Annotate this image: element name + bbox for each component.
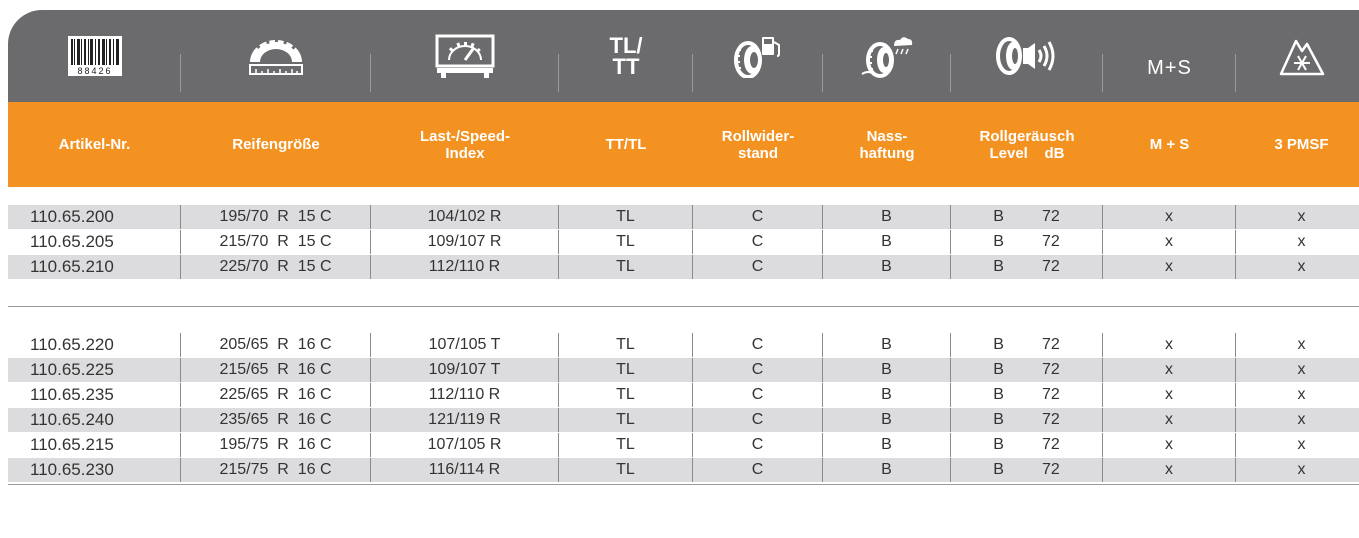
- cell-ms: x: [1103, 383, 1236, 407]
- cell-ms: x: [1103, 205, 1236, 229]
- col-label-artikel: Artikel-Nr.: [58, 136, 131, 153]
- cell-artikel: 110.65.235: [8, 383, 181, 407]
- cell-rollgeraeusch: [951, 333, 1103, 357]
- cell-level: B: [993, 436, 1004, 453]
- cell-artikel: 110.65.220: [8, 333, 181, 357]
- cell-rollgeraeusch: [951, 255, 1103, 279]
- tire-size-icon: [244, 36, 308, 76]
- cell-rollgeraeusch: [951, 408, 1103, 432]
- icon-cell-rolling: [693, 10, 823, 102]
- cell-nasshaftung: B: [823, 230, 951, 254]
- cell-index: 112/110 R: [371, 255, 559, 279]
- icon-cell-pmsf: [1236, 10, 1359, 102]
- cell-index: 104/102 R: [371, 205, 559, 229]
- table-row: [8, 383, 1359, 408]
- cell-nasshaftung: B: [823, 383, 951, 407]
- cell-level: B: [993, 336, 1004, 353]
- table-row: [8, 333, 1359, 358]
- cell-level: B: [993, 386, 1004, 403]
- cell-ttl: TL: [559, 255, 693, 279]
- cell-size: 195/75 R 16 C: [181, 433, 371, 457]
- icon-cell-index: [371, 10, 559, 102]
- cell-rollwiderstand: C: [693, 358, 823, 382]
- snowflake-mountain-icon: [1278, 35, 1326, 77]
- cell-db: 72: [1041, 361, 1060, 378]
- cell-artikel: 110.65.210: [8, 255, 181, 279]
- cell-level: B: [993, 208, 1004, 225]
- col-label-rollgeraeusch: Rollgeräusch Level dB: [979, 127, 1075, 162]
- cell-pmsf: x: [1297, 258, 1306, 275]
- col-label-ms: M + S: [1149, 136, 1190, 153]
- load-scale-icon: [435, 34, 495, 78]
- cell-rollgeraeusch: [951, 458, 1103, 482]
- cell-ms: x: [1103, 358, 1236, 382]
- cell-index: 109/107 R: [371, 230, 559, 254]
- cell-rollwiderstand: C: [693, 255, 823, 279]
- cell-index: 107/105 T: [371, 333, 559, 357]
- cell-index: 109/107 T: [371, 358, 559, 382]
- cell-rollwiderstand: C: [693, 408, 823, 432]
- cell-size: 205/65 R 16 C: [181, 333, 371, 357]
- cell-db: 72: [1041, 461, 1060, 478]
- table-group-1: [8, 205, 1359, 280]
- table-group-2: [8, 333, 1359, 483]
- cell-rollgeraeusch: [951, 433, 1103, 457]
- cell-ttl: TL: [559, 358, 693, 382]
- cell-size: 215/70 R 15 C: [181, 230, 371, 254]
- cell-ms: x: [1103, 408, 1236, 432]
- table-row: [8, 205, 1359, 230]
- icon-header: [8, 10, 1359, 102]
- cell-rollwiderstand: C: [693, 205, 823, 229]
- cell-pmsf: x: [1297, 411, 1306, 428]
- cell-size: 215/65 R 16 C: [181, 358, 371, 382]
- cell-artikel: 110.65.240: [8, 408, 181, 432]
- icon-cell-ttl: [559, 10, 693, 102]
- cell-ms: x: [1103, 255, 1236, 279]
- wet-grip-icon: [860, 34, 914, 78]
- col-label-index: Last-/Speed- Index: [419, 127, 510, 162]
- cell-artikel: 110.65.200: [8, 205, 181, 229]
- barcode-icon: [68, 36, 122, 76]
- cell-nasshaftung: B: [823, 255, 951, 279]
- table-row: [8, 358, 1359, 383]
- cell-size: 235/65 R 16 C: [181, 408, 371, 432]
- cell-rollwiderstand: C: [693, 433, 823, 457]
- icon-cell-noise: [951, 10, 1103, 102]
- cell-ttl: TL: [559, 458, 693, 482]
- cell-rollwiderstand: C: [693, 333, 823, 357]
- cell-artikel: 110.65.225: [8, 358, 181, 382]
- cell-rollwiderstand: C: [693, 383, 823, 407]
- cell-nasshaftung: B: [823, 333, 951, 357]
- cell-pmsf: x: [1297, 233, 1306, 250]
- icon-cell-wet: [823, 10, 951, 102]
- cell-index: 121/119 R: [371, 408, 559, 432]
- cell-level: B: [993, 411, 1004, 428]
- cell-index: 107/105 R: [371, 433, 559, 457]
- cell-db: 72: [1041, 208, 1060, 225]
- cell-db: 72: [1041, 386, 1060, 403]
- cell-pmsf: x: [1297, 208, 1306, 225]
- cell-index: 112/110 R: [371, 383, 559, 407]
- table-row: [8, 230, 1359, 255]
- cell-artikel: 110.65.215: [8, 433, 181, 457]
- cell-nasshaftung: B: [823, 358, 951, 382]
- cell-rollgeraeusch: [951, 383, 1103, 407]
- cell-size: 215/75 R 16 C: [181, 458, 371, 482]
- cell-size: 225/65 R 16 C: [181, 383, 371, 407]
- cell-artikel: 110.65.205: [8, 230, 181, 254]
- table-row: [8, 255, 1359, 280]
- cell-level: B: [993, 233, 1004, 250]
- cell-ttl: TL: [559, 408, 693, 432]
- cell-ms: x: [1103, 458, 1236, 482]
- cell-db: 72: [1041, 411, 1060, 428]
- rolling-resistance-icon: [732, 34, 784, 78]
- icon-cell-size: [181, 10, 371, 102]
- tl-tt-text: TL/ TT: [609, 33, 643, 79]
- cell-pmsf: x: [1297, 361, 1306, 378]
- table-row: [8, 408, 1359, 433]
- cell-rollgeraeusch: [951, 358, 1103, 382]
- cell-ttl: TL: [559, 205, 693, 229]
- barcode-digits: 88426: [76, 66, 113, 76]
- cell-pmsf: x: [1297, 386, 1306, 403]
- table-end-line: [8, 484, 1359, 485]
- rolling-noise-icon: [995, 34, 1059, 78]
- cell-nasshaftung: B: [823, 408, 951, 432]
- cell-level: B: [993, 258, 1004, 275]
- cell-nasshaftung: B: [823, 205, 951, 229]
- cell-db: 72: [1041, 436, 1060, 453]
- cell-artikel: 110.65.230: [8, 458, 181, 482]
- ms-text: M+S: [1147, 56, 1192, 79]
- cell-pmsf: x: [1297, 336, 1306, 353]
- cell-ms: x: [1103, 333, 1236, 357]
- icon-cell-ms: [1103, 10, 1236, 102]
- col-label-ttl: TT/TL: [605, 136, 647, 153]
- col-label-pmsf: 3 PMSF: [1274, 136, 1329, 153]
- cell-db: 72: [1041, 258, 1060, 275]
- group-divider: [8, 306, 1359, 307]
- cell-index: 116/114 R: [371, 458, 559, 482]
- cell-pmsf: x: [1297, 436, 1306, 453]
- column-label-header: [8, 102, 1359, 187]
- cell-rollwiderstand: C: [693, 230, 823, 254]
- cell-rollwiderstand: C: [693, 458, 823, 482]
- cell-rollgeraeusch: [951, 230, 1103, 254]
- cell-db: 72: [1041, 233, 1060, 250]
- table-row: [8, 458, 1359, 483]
- cell-ms: x: [1103, 230, 1236, 254]
- cell-size: 225/70 R 15 C: [181, 255, 371, 279]
- table-row: [8, 433, 1359, 458]
- cell-ttl: TL: [559, 230, 693, 254]
- cell-level: B: [993, 361, 1004, 378]
- cell-nasshaftung: B: [823, 433, 951, 457]
- cell-level: B: [993, 461, 1004, 478]
- cell-ttl: TL: [559, 333, 693, 357]
- col-label-reifengroesse: Reifengröße: [232, 136, 320, 153]
- cell-rollgeraeusch: [951, 205, 1103, 229]
- cell-size: 195/70 R 15 C: [181, 205, 371, 229]
- col-label-rollwiderstand: Rollwider- stand: [721, 127, 795, 162]
- icon-cell-artikel: [8, 10, 181, 102]
- col-label-nasshaftung: Nass- haftung: [859, 127, 915, 162]
- cell-db: 72: [1041, 336, 1060, 353]
- cell-ttl: TL: [559, 433, 693, 457]
- cell-ttl: TL: [559, 383, 693, 407]
- cell-ms: x: [1103, 433, 1236, 457]
- cell-pmsf: x: [1297, 461, 1306, 478]
- cell-nasshaftung: B: [823, 458, 951, 482]
